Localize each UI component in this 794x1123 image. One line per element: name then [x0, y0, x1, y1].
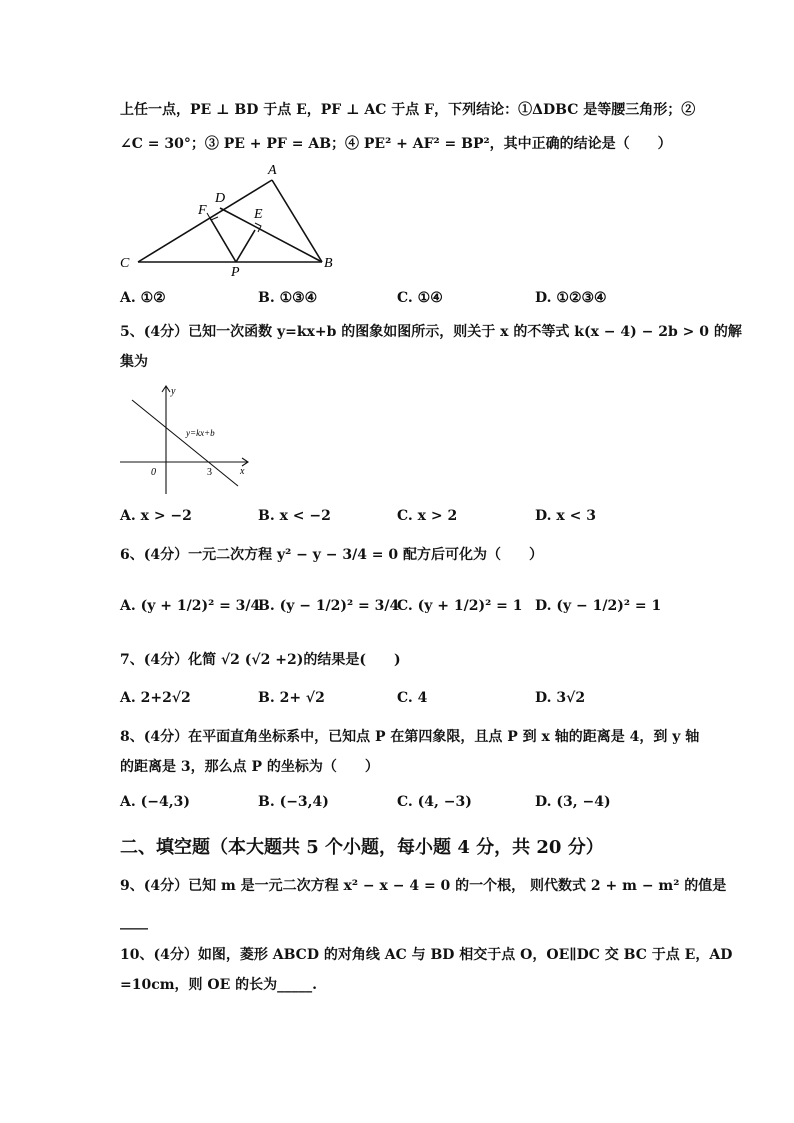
q5-graph-figure: [118, 378, 258, 500]
q5-line-label: y=kx+b: [186, 428, 215, 438]
q8-option-a: A. (−4,3): [120, 794, 190, 810]
q4-option-b: B. ①③④: [258, 290, 318, 306]
label-D: D: [215, 191, 226, 206]
q6-option-c: C. (y + 1/2)² = 1: [397, 598, 523, 614]
q5-y-axis-label: y: [171, 386, 176, 397]
q9-stem: 9、(4分）已知 m 是一元二次方程 x² − x − 4 = 0 的一个根， 则代数式 2 + m − m² 的值是: [120, 878, 727, 894]
label-C: C: [120, 256, 130, 271]
q5-option-b: B. x < −2: [258, 508, 331, 524]
q8-stem-line2: 的距离是 3，那么点 P 的坐标为（ ）: [120, 759, 379, 775]
q5-origin-label: 0: [151, 467, 156, 478]
label-F: F: [198, 203, 207, 218]
q6-stem: 6、(4分）一元二次方程 y² − y − 3/4 = 0 配方后可化为（ ）: [120, 547, 544, 563]
q5-stem-line1: 5、(4分）已知一次函数 y=kx+b 的图象如图所示，则关于 x 的不等式 k(x − 4) − 2b > 0 的解: [120, 324, 742, 340]
q8-stem-line1: 8、(4分）在平面直角坐标系中，已知点 P 在第四象限，且点 P 到 x 轴的距离是 4，到 y 轴: [120, 729, 700, 745]
q7-option-c: C. 4: [397, 690, 428, 706]
q5-option-a: A. x > −2: [120, 508, 192, 524]
q10-stem-line1: 10、(4分）如图，菱形 ABCD 的对角线 AC 与 BD 相交于点 O，OE∥DC 交 BC 于点 E，AD: [120, 947, 733, 963]
q5-option-c: C. x > 2: [397, 508, 458, 524]
q8-option-d: D. (3, −4): [535, 794, 611, 810]
q4-option-a: A. ①②: [120, 290, 166, 306]
label-E: E: [254, 207, 263, 222]
q5-x-axis-label: x: [240, 466, 245, 477]
q5-stem-line2: 集为: [120, 354, 148, 370]
q6-option-a: A. (y + 1/2)² = 3/4: [120, 598, 261, 614]
q5-option-d: D. x < 3: [535, 508, 596, 524]
q7-option-d: D. 3√2: [535, 690, 586, 706]
q4-stem-line1: 上任一点，PE ⊥ BD 于点 E，PF ⊥ AC 于点 F，下列结论：①ΔDBC 是等腰三角形；②: [120, 102, 696, 118]
q7-option-b: B. 2+ √2: [258, 690, 325, 706]
section-heading: 二、填空题（本大题共 5 个小题，每小题 4 分，共 20 分）: [120, 837, 604, 858]
label-B: B: [324, 256, 333, 271]
q6-option-b: B. (y − 1/2)² = 3/4: [258, 598, 400, 614]
q4-option-d: D. ①②③④: [535, 290, 607, 306]
q4-triangle-figure: [110, 160, 340, 280]
label-P: P: [231, 265, 240, 280]
q5-tick-3: 3: [207, 467, 212, 478]
q6-option-d: D. (y − 1/2)² = 1: [535, 598, 662, 614]
q7-stem: 7、(4分）化简 √2 (√2 +2)的结果是( ): [120, 652, 401, 668]
q4-option-c: C. ①④: [397, 290, 443, 306]
q8-option-c: C. (4, −3): [397, 794, 472, 810]
q4-stem-line2: ∠C = 30°；③ PE + PF = AB；④ PE² + AF² = BP²，其中正确的结论是（ ）: [120, 136, 672, 152]
q7-option-a: A. 2+2√2: [120, 690, 191, 706]
q9-answer-blank: ____: [120, 914, 148, 930]
label-A: A: [268, 163, 277, 178]
q10-stem-line2: =10cm，则 OE 的长为_____.: [120, 977, 318, 993]
q8-option-b: B. (−3,4): [258, 794, 329, 810]
